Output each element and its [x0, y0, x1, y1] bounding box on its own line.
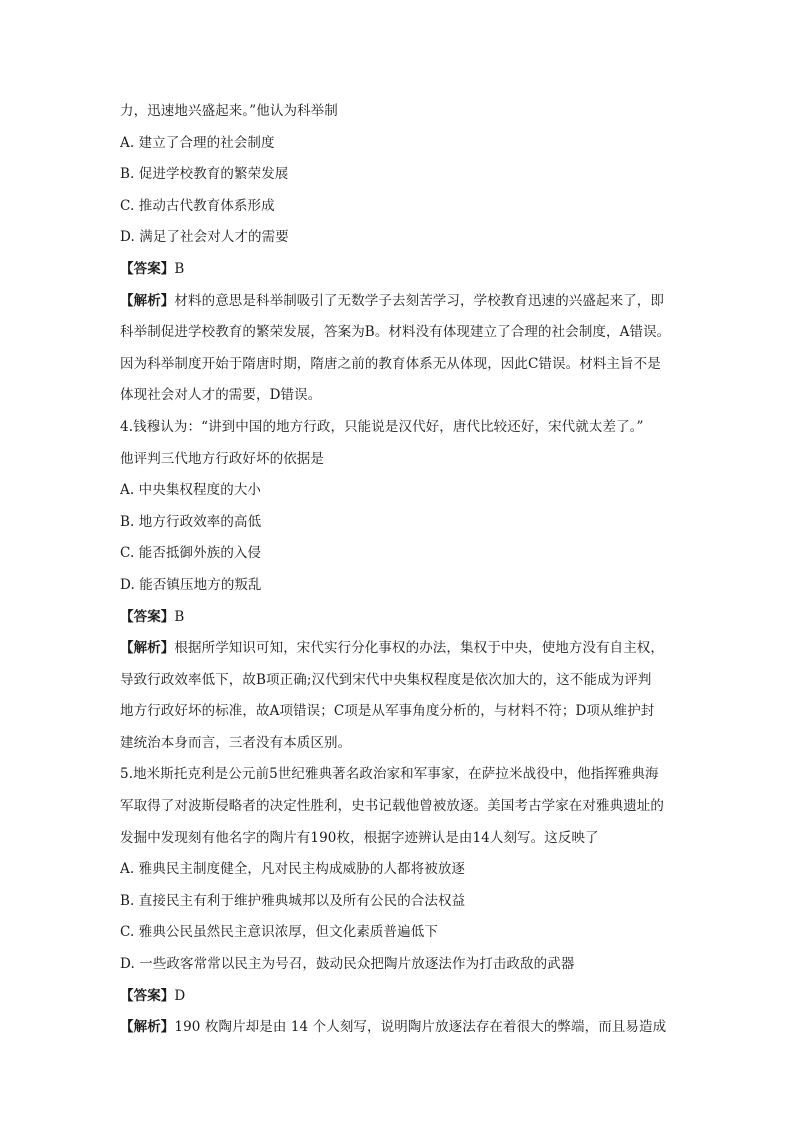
answer-tag: 【答案】	[120, 260, 175, 277]
answer-value: B	[174, 608, 185, 625]
q5-option-b: B. 直接民主有利于维护雅典城邦以及所有公民的合法权益	[120, 892, 466, 909]
q4-analysis-line	[120, 633, 680, 665]
q4-analysis-line: 导致行政效率低下，故B项正确;汉代到宋代中央集权程度是依次加大的，这不能成为评判	[120, 671, 652, 688]
q3-analysis-line	[120, 286, 680, 318]
q5-stem-line: 军取得了对波斯侵略者的决定性胜利，史书记载他曾被放逐。美国考古学家在对雅典遗址的	[120, 798, 664, 815]
q4-stem-line: 4.钱穆认为：“讲到中国的地方行政，只能说是汉代好，唐代比较还好，宋代就太差了。”	[120, 418, 644, 435]
q3-stem-tail: 力，迅速地兴盛起来。”他认为科举制	[120, 103, 338, 119]
q4-option-a: A. 中央集权程度的大小	[120, 482, 262, 499]
q4-answer	[120, 602, 680, 634]
q5-option-c: C. 雅典公民虽然民主意识浓厚，但文化素质普遍低下	[120, 924, 438, 941]
answer-tag: 【答案】	[120, 987, 175, 1004]
q4-analysis-line: 建统治本身而言，三者没有本质区别。	[120, 734, 352, 751]
answer-tag: 【答案】	[120, 608, 175, 625]
q3-option-b: B. 促进学校教育的繁荣发展	[120, 166, 289, 183]
q3-analysis-line: 体现社会对人才的需要，D错误。	[120, 387, 322, 404]
answer-value: D	[174, 987, 186, 1004]
analysis-text: 根据所学知识可知，宋代实行分化事权的办法，集权于中央，使地方没有自主权，	[174, 640, 665, 657]
q4-option-d: D. 能否镇压地方的叛乱	[120, 576, 262, 593]
q3-option-c: C. 推动古代教育体系形成	[120, 197, 275, 214]
q4-stem-line: 他评判三代地方行政好坏的依据是	[120, 450, 324, 467]
document-page	[120, 96, 680, 1044]
q5-answer	[120, 981, 680, 1013]
analysis-tag: 【解析】	[120, 1019, 175, 1036]
q4-option-c: C. 能否抵御外族的入侵	[120, 545, 262, 562]
q5-analysis-line	[120, 1012, 680, 1044]
q3-option-a: A. 建立了合理的社会制度	[120, 134, 275, 151]
answer-value: B	[174, 260, 185, 277]
q3-analysis-line: 因为科举制度开始于隋唐时期，隋唐之前的教育体系无从体现，因此C错误。材料主旨不是	[120, 355, 661, 372]
q5-option-a: A. 雅典民主制度健全，凡对民主构成威胁的人都将被放逐	[120, 861, 466, 878]
q5-option-d: D. 一些政客常常以民主为号召，鼓动民众把陶片放逐法作为打击政敌的武器	[120, 956, 575, 973]
q3-option-d: D. 满足了社会对人才的需要	[120, 229, 289, 246]
analysis-tag: 【解析】	[120, 292, 175, 309]
analysis-tag: 【解析】	[120, 640, 175, 657]
q3-analysis-line: 科举制促进学校教育的繁荣发展，答案为B。材料没有体现建立了合理的社会制度，A错误。	[120, 324, 671, 341]
analysis-text: 材料的意思是科举制吸引了无数学子去刻苦学习，学校教育迅速的兴盛起来了，即	[174, 292, 665, 309]
q4-option-b: B. 地方行政效率的高低	[120, 513, 262, 530]
q3-answer	[120, 254, 680, 286]
q4-analysis-line: 地方行政好坏的标准，故A项错误；C项是从军事角度分析的，与材料不符；D项从维护封	[120, 703, 655, 720]
q5-stem-line: 5.地米斯托克利是公元前5世纪雅典著名政治家和军事家，在萨拉米战役中，他指挥雅典海	[120, 766, 659, 783]
analysis-text: 190 枚陶片却是由 14 个人刻写，说明陶片放逐法存在着很大的弊端，而且易造成	[174, 1019, 667, 1036]
q5-stem-line: 发掘中发现刻有他名字的陶片有190枚，根据字迹辨认是由14人刻写。这反映了	[120, 829, 599, 846]
